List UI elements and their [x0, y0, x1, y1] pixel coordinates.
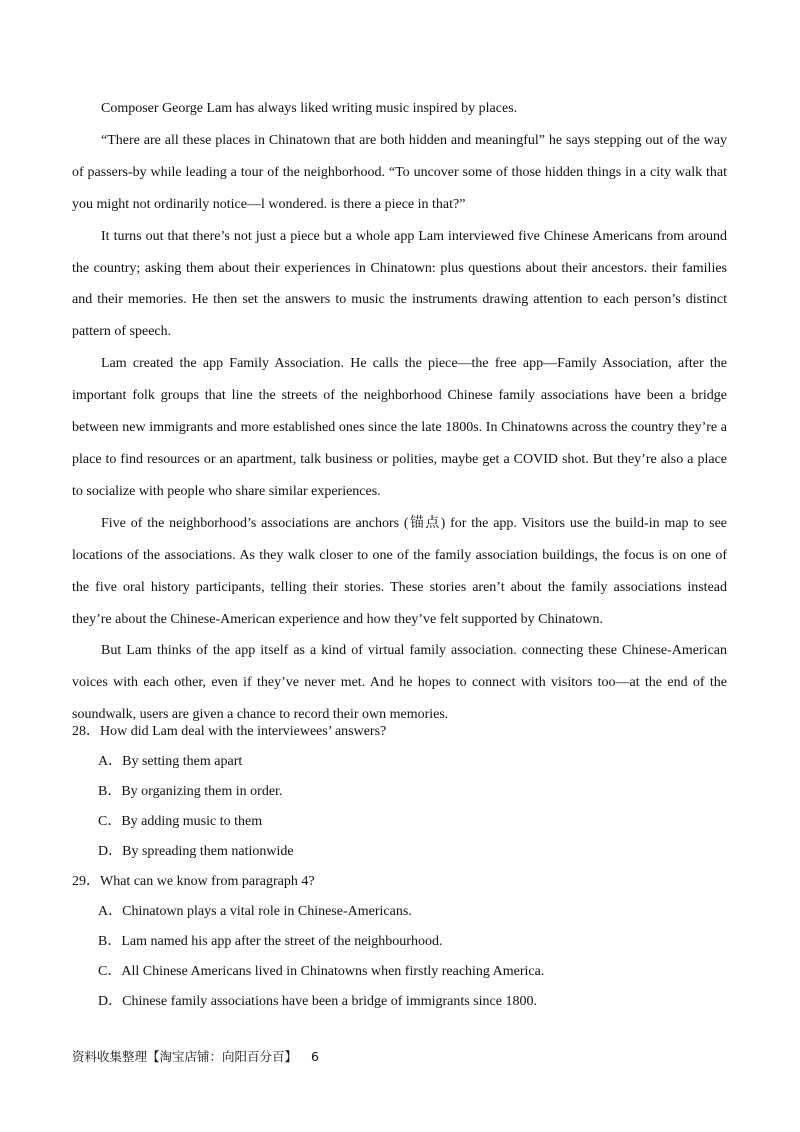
question-list	[72, 717, 727, 1017]
question-stem: 29．What can we know from paragraph 4?	[72, 874, 315, 889]
option-c: C．All Chinese Americans lived in Chinatowns when firstly reaching America.	[98, 964, 545, 979]
option-b: B．Lam named his app after the street of the neighbourhood.	[98, 934, 443, 949]
reading-passage	[72, 93, 727, 731]
paragraph-5: Five of the neighborhood’s associations are anchors (锚点) for the app. Visitors use the build-in map to see locations of the associations. As they walk closer to one of the family association buildings, the focus is on one of the five oral history participants, telling their stories. These stories aren’t about the family associations instead they’re about the Chinese-American experience and how they’ve felt supported by Chinatown.	[72, 515, 727, 627]
footer-source: 资料收集整理【淘宝店铺：向阳百分百】	[72, 1049, 298, 1064]
option-b: B．By organizing them in order.	[98, 784, 283, 799]
paragraph-2: “There are all these places in Chinatown that are both hidden and meaningful” he says stepping out of the way of passers-by while leading a tour of the neighborhood. “To uncover some of those hidden things in a city walk that you might not ordinarily notice—l wondered. is there a piece in that?”	[72, 132, 727, 212]
page-number: 6	[311, 1049, 319, 1064]
question-stem: 28．How did Lam deal with the interviewees’ answers?	[72, 724, 387, 739]
option-d: D．By spreading them nationwide	[98, 844, 294, 859]
question-29	[72, 867, 727, 1017]
page-footer	[72, 1047, 319, 1065]
option-c: C．By adding music to them	[98, 814, 263, 829]
option-a: A．By setting them apart	[98, 754, 243, 769]
paragraph-1: Composer George Lam has always liked writing music inspired by places.	[101, 101, 518, 116]
paragraph-6: But Lam thinks of the app itself as a kind of virtual family association. connecting these Chinese-American voices with each other, even if they’ve never met. And he hopes to connect with visitors too—at the end of the soundwalk, users are given a chance to record their own memories.	[72, 643, 727, 723]
option-a: A．Chinatown plays a vital role in Chinese-Americans.	[98, 904, 412, 919]
paragraph-3: It turns out that there’s not just a piece but a whole app Lam interviewed five Chinese Americans from around the country; asking them about their experiences in Chinatown: plus questions about their ancestors. their families and their memories. He then set the answers to music the instruments drawing attention to each person’s distinct pattern of speech.	[72, 228, 727, 340]
question-28	[72, 717, 727, 867]
paragraph-4: Lam created the app Family Association. He calls the piece—the free app—Family Association, after the important folk groups that line the streets of the neighborhood Chinese family associations have been a bridge between new immigrants and more established ones since the late 1800s. In Chinatowns across the country they’re a place to find resources or an apartment, talk business or polities, maybe get a COVID shot. But they’re also a place to socialize with people who share similar experiences.	[72, 356, 727, 499]
option-d: D．Chinese family associations have been a bridge of immigrants since 1800.	[98, 994, 537, 1009]
